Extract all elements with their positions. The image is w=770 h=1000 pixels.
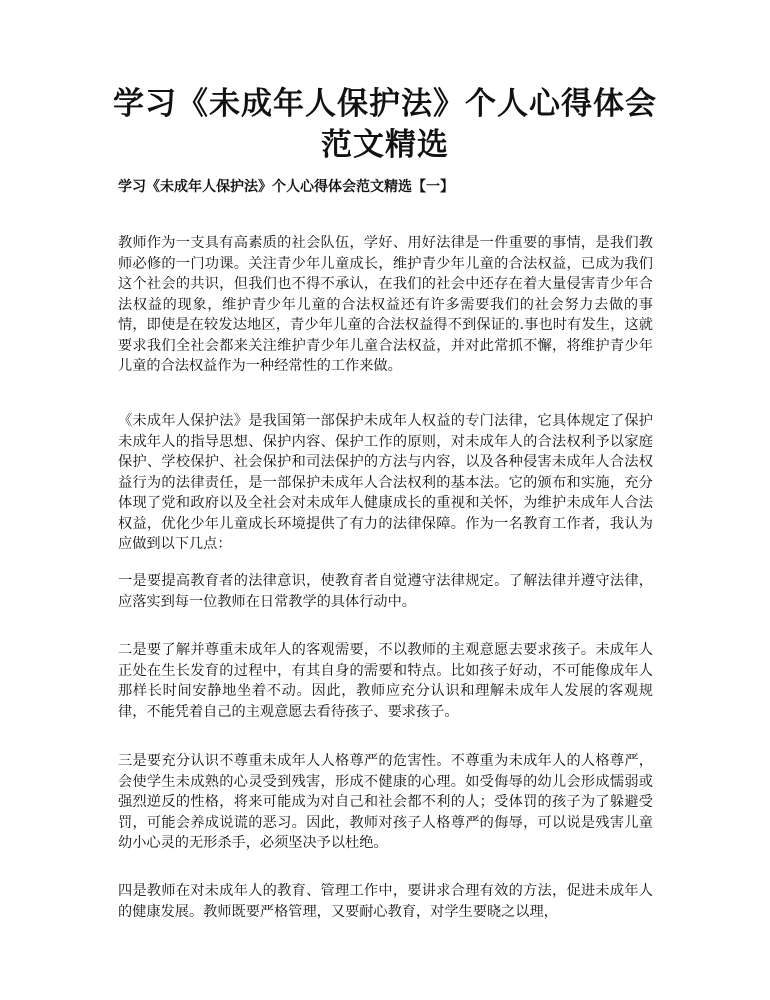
title-line-1: 学习《未成年人保护法》个人心得体会 <box>113 86 657 122</box>
paragraph-law-overview: 《未成年人保护法》是我国第一部保护未成年人权益的专门法律，它具体规定了保护未成年人的指导思想、保护内容、保护工作的原则，对未成年人的合法权利予以家庭保护、学校保护、社会保护和司法保护的方法与内容，以及各种侵害未成年人合法权益行为的法律责任，是一部保护未成年人合法权利的基本法。它的颁布和实施，充分体现了党和政府以及全社会对未成年人健康成长的重视和关怀，为维护未成年人合法权益，优化少年儿童成长环境提供了有力的法律保障。作为一名教育工作者，我认为应做到以下几点： <box>118 413 653 552</box>
paragraph-point-two: 二是要了解并尊重未成年人的客观需要，不以教师的主观意愿去要求孩子。未成年人正处在生长发育的过程中，有其自身的需要和特点。比如孩子好动，不可能像成年人那样长时间安静地坐着不动。因此，教师应充分认识和理解未成年人发展的客观规律，不能凭着自己的主观意愿去看待孩子、要求孩子。 <box>118 642 653 720</box>
section-subtitle: 学习《未成年人保护法》个人心得体会范文精选【一】 <box>118 179 454 195</box>
title-line-2: 范文精选 <box>321 127 449 163</box>
paragraph-point-three: 三是要充分认识不尊重未成年人人格尊严的危害性。不尊重为未成年人的人格尊严，会使学生未成熟的心灵受到残害，形成不健康的心理。如受侮辱的幼儿会形成懦弱或强烈逆反的性格，将来可能成为对自己和社会都不利的人；受体罚的孩子为了躲避受罚，可能会养成说谎的恶习。因此，教师对孩子人格尊严的侮辱，可以说是残害儿童幼小心灵的无形杀手，必须坚决予以杜绝。 <box>118 753 653 851</box>
paragraph-point-one: 一是要提高教育者的法律意识，使教育者自觉遵守法律规定。了解法律并遵守法律，应落实到每一位教师在日常教学的具体行动中。 <box>118 573 653 610</box>
paragraph-intro: 教师作为一支具有高素质的社会队伍，学好、用好法律是一件重要的事情，是我们教师必修的一门功课。关注青少年儿童成长，维护青少年儿童的合法权益，已成为我们这个社会的共识，但我们也不得不承认，在我们的社会中还存在着大量侵害青少年合法权益的现象，维护青少年儿童的合法权益还有许多需要我们的社会努力去做的事情，即使是在较发达地区，青少年儿童的合法权益得不到保证的.事也时有发生，这就要求我们全社会都来关注维护青少年儿童合法权益，并对此常抓不懈，将维护青少年儿童的合法权益作为一种经常性的工作来做。 <box>118 235 653 374</box>
paragraph-point-four: 四是教师在对未成年人的教育、管理工作中，要讲求合理有效的方法，促进未成年人的健康发展。教师既要严格管理，又要耐心教育，对学生要晓之以理， <box>118 883 653 920</box>
document-title <box>100 84 670 166</box>
